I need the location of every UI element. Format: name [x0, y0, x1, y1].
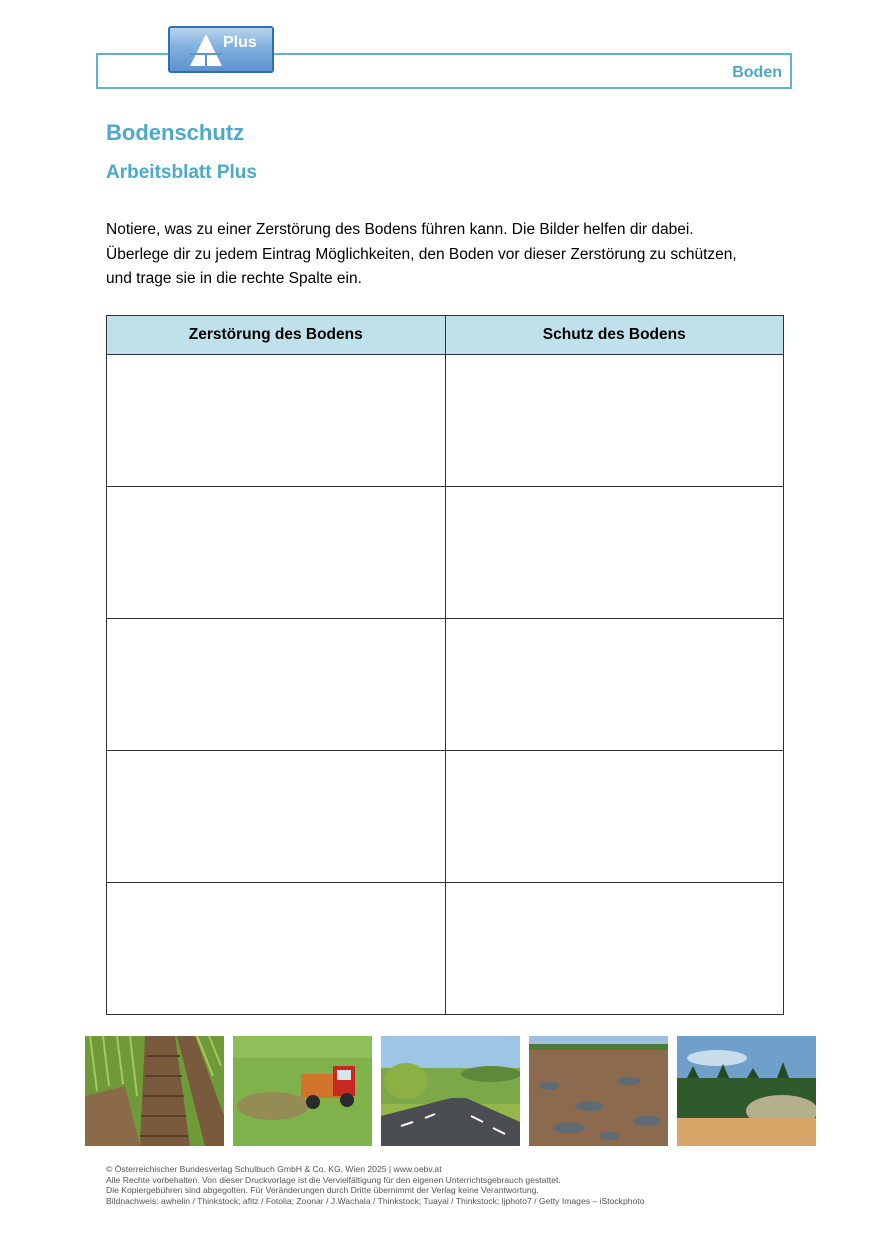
worksheet-table: [106, 315, 784, 1015]
road-photo: [381, 1036, 520, 1146]
destruction-cell[interactable]: [107, 619, 446, 751]
slurry-spreader-photo: [233, 1036, 372, 1146]
table-header-row: [107, 316, 784, 355]
destruction-cell[interactable]: [107, 883, 446, 1015]
footer: [106, 1164, 644, 1206]
footer-line: Alle Rechte vorbehalten. Von dieser Druckvorlage ist die Vervielfältigung für den eigenen Unterrichtsgebrauch gestattet.: [106, 1174, 561, 1185]
footer-line: Die Kopiergebühren sind abgegolten. Für Veränderungen durch Dritte übernimmt der Verlag keine Verantwortung.: [106, 1185, 539, 1196]
instruction-line: und trage sie in die rechte Spalte ein.: [106, 270, 362, 287]
section-label: Boden: [732, 64, 782, 81]
plus-logo: [168, 26, 274, 73]
instruction-line: Überlege dir zu jedem Eintrag Möglichkeiten, den Boden vor dieser Zerstörung zu schützen,: [106, 245, 737, 263]
protection-cell[interactable]: [445, 619, 784, 751]
table-row: [107, 355, 784, 487]
dust-storm-field-photo: [677, 1036, 816, 1146]
tractor-tracks-field-photo: [85, 1036, 224, 1146]
page-title: Bodenschutz: [106, 120, 245, 145]
column-header-destruction: Zerstörung des Bodens: [107, 316, 446, 355]
table-row: [107, 487, 784, 619]
protection-cell[interactable]: [445, 751, 784, 883]
logo-text: Plus: [223, 34, 257, 51]
table-row: [107, 619, 784, 751]
table-row: [107, 751, 784, 883]
destruction-cell[interactable]: [107, 487, 446, 619]
instructions: [106, 218, 796, 292]
instruction-line: Notiere, was zu einer Zerstörung des Bodens führen kann. Die Bilder helfen dir dabei.: [106, 221, 694, 238]
protection-cell[interactable]: [445, 355, 784, 487]
destruction-cell[interactable]: [107, 751, 446, 883]
table-row: [107, 883, 784, 1015]
destruction-cell[interactable]: [107, 355, 446, 487]
triangle-logo-icon: [188, 32, 224, 68]
protection-cell[interactable]: [445, 883, 784, 1015]
footer-line: Bildnachweis: awhelin / Thinkstock; afitz / Fotolia; Zoonar / J.Wachala / Thinkstock; Tuayai / Thinkstock; ljphoto7 / Getty Images – iStockphoto: [106, 1195, 645, 1206]
photo-strip: [85, 1036, 817, 1146]
protection-cell[interactable]: [445, 487, 784, 619]
eroded-ground-photo: [529, 1036, 668, 1146]
column-header-protection: Schutz des Bodens: [445, 316, 784, 355]
page-subtitle: Arbeitsblatt Plus: [106, 162, 257, 183]
footer-line: © Österreichischer Bundesverlag Schulbuch GmbH & Co. KG, Wien 2025 | www.oebv.at: [106, 1164, 442, 1174]
